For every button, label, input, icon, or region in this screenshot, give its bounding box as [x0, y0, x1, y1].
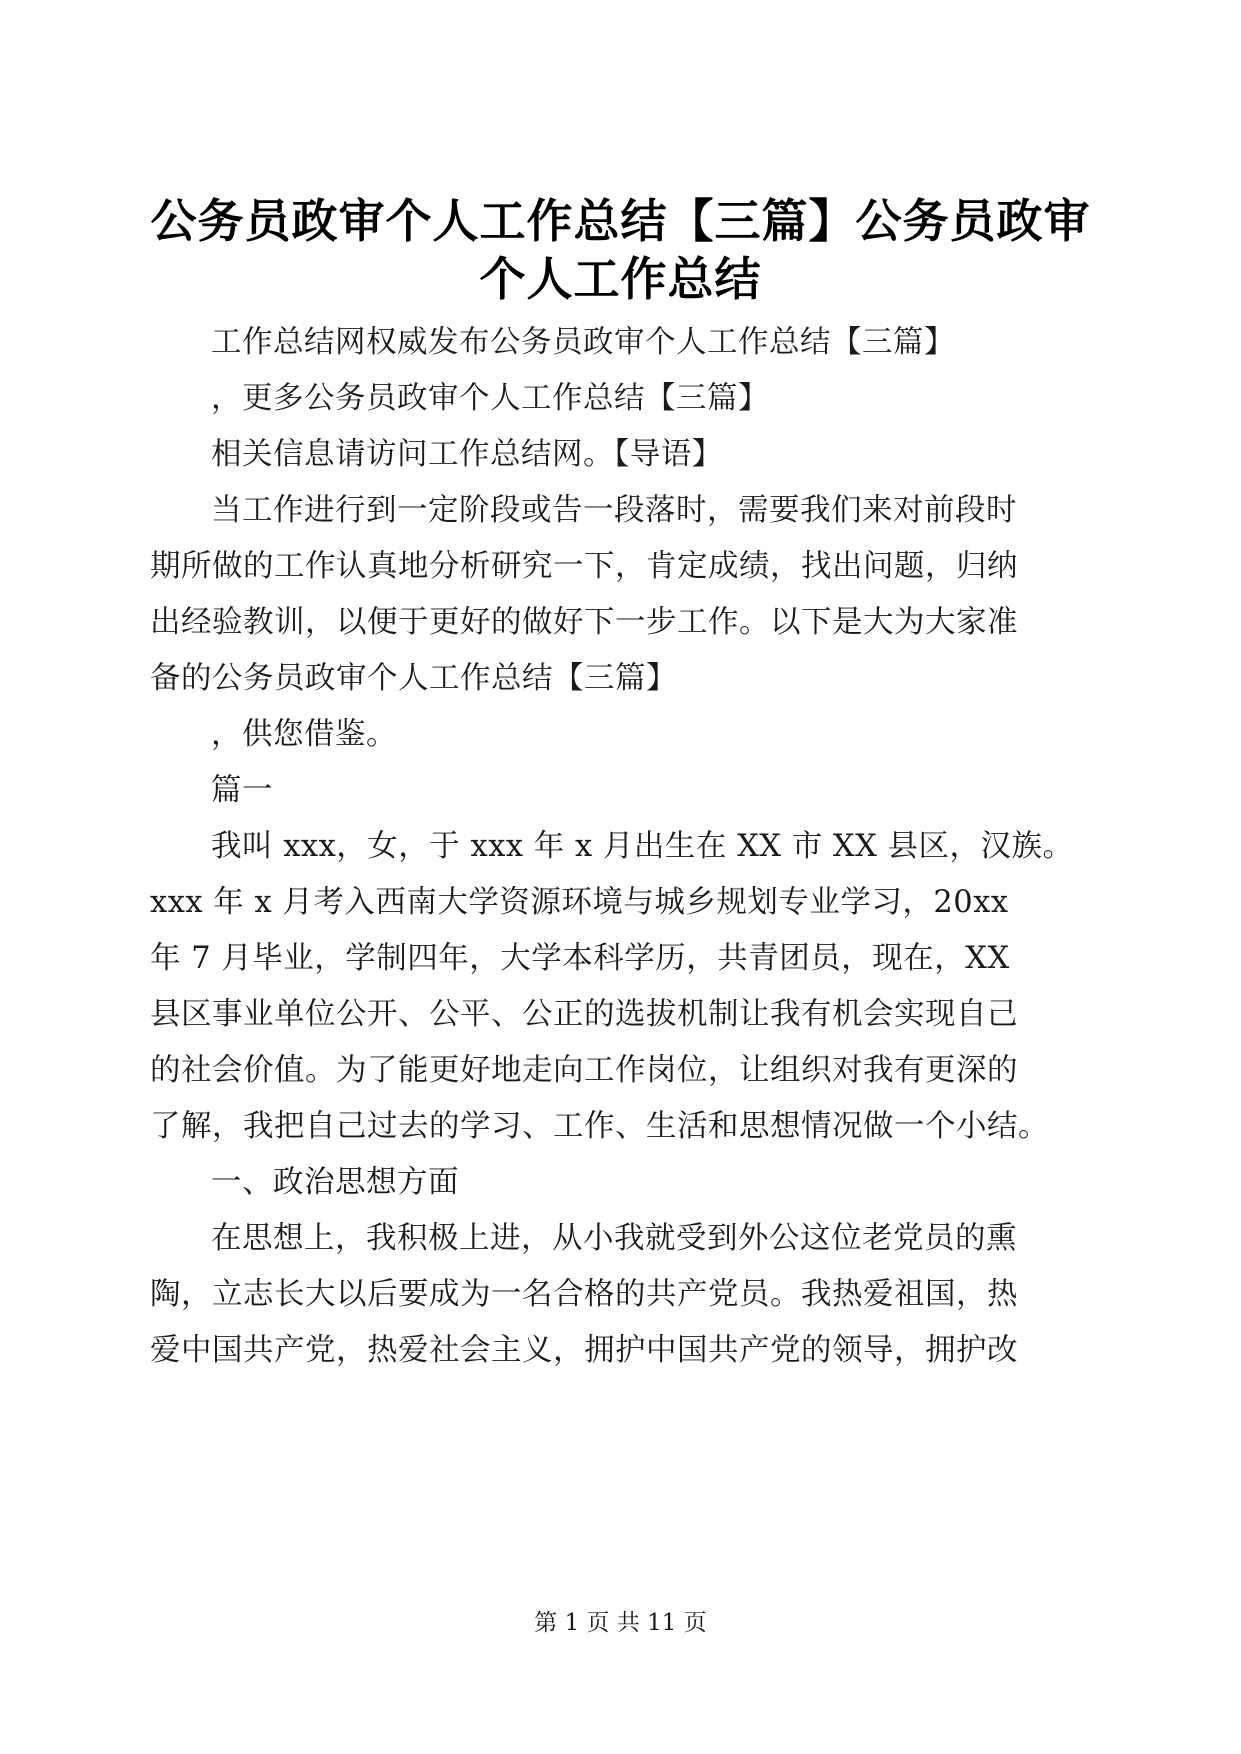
- body-line: 爱中国共产党，热爱社会主义，拥护中国共产党的领导，拥护改: [150, 1333, 1018, 1368]
- body-line: 了解，我把自己过去的学习、工作、生活和思想情况做一个小结。: [150, 1109, 1049, 1144]
- body-line: 我叫 xxx，女，于 xxx 年 x 月出生在 XX 市 XX 县区，汉族。: [211, 829, 1074, 864]
- body-line: 在思想上，我积极上进，从小我就受到外公这位老党员的熏: [211, 1221, 1017, 1256]
- body-line: 出经验教训，以便于更好的做好下一步工作。以下是大为大家准: [150, 605, 1018, 640]
- title-line-2: 个人工作总结: [479, 252, 762, 306]
- title-line-1: 公务员政审个人工作总结【三篇】公务员政审: [150, 194, 1091, 248]
- body-line: xxx 年 x 月考入西南大学资源环境与城乡规划专业学习，20xx: [150, 885, 1009, 920]
- body-line: 的社会价值。为了能更好地走向工作岗位，让组织对我有更深的: [150, 1053, 1018, 1088]
- page-footer: 第 1 页 共 11 页: [534, 1610, 707, 1636]
- section-heading: 篇一: [211, 773, 273, 808]
- section-heading: 一、政治思想方面: [211, 1165, 459, 1200]
- body-line: 期所做的工作认真地分析研究一下，肯定成绩，找出问题，归纳: [150, 549, 1018, 584]
- body-line: 年 7 月毕业，学制四年，大学本科学历，共青团员，现在，XX: [150, 941, 1010, 976]
- body-line: ，供您借鉴。: [211, 717, 397, 752]
- body-line: 备的公务员政审个人工作总结【三篇】: [150, 661, 677, 696]
- body-line: 相关信息请访问工作总结网。【导语】: [211, 437, 723, 472]
- body-line: 县区事业单位公开、公平、公正的选拔机制让我有机会实现自己: [150, 997, 1018, 1032]
- body-line: ，更多公务员政审个人工作总结【三篇】: [211, 381, 769, 416]
- body-line: 工作总结网权威发布公务员政审个人工作总结【三篇】: [211, 325, 955, 360]
- body-line: 陶，立志长大以后要成为一名合格的共产党员。我热爱祖国，热: [150, 1277, 1018, 1312]
- document-title: [100, 192, 1141, 308]
- body-line: 当工作进行到一定阶段或告一段落时，需要我们来对前段时: [211, 493, 1017, 528]
